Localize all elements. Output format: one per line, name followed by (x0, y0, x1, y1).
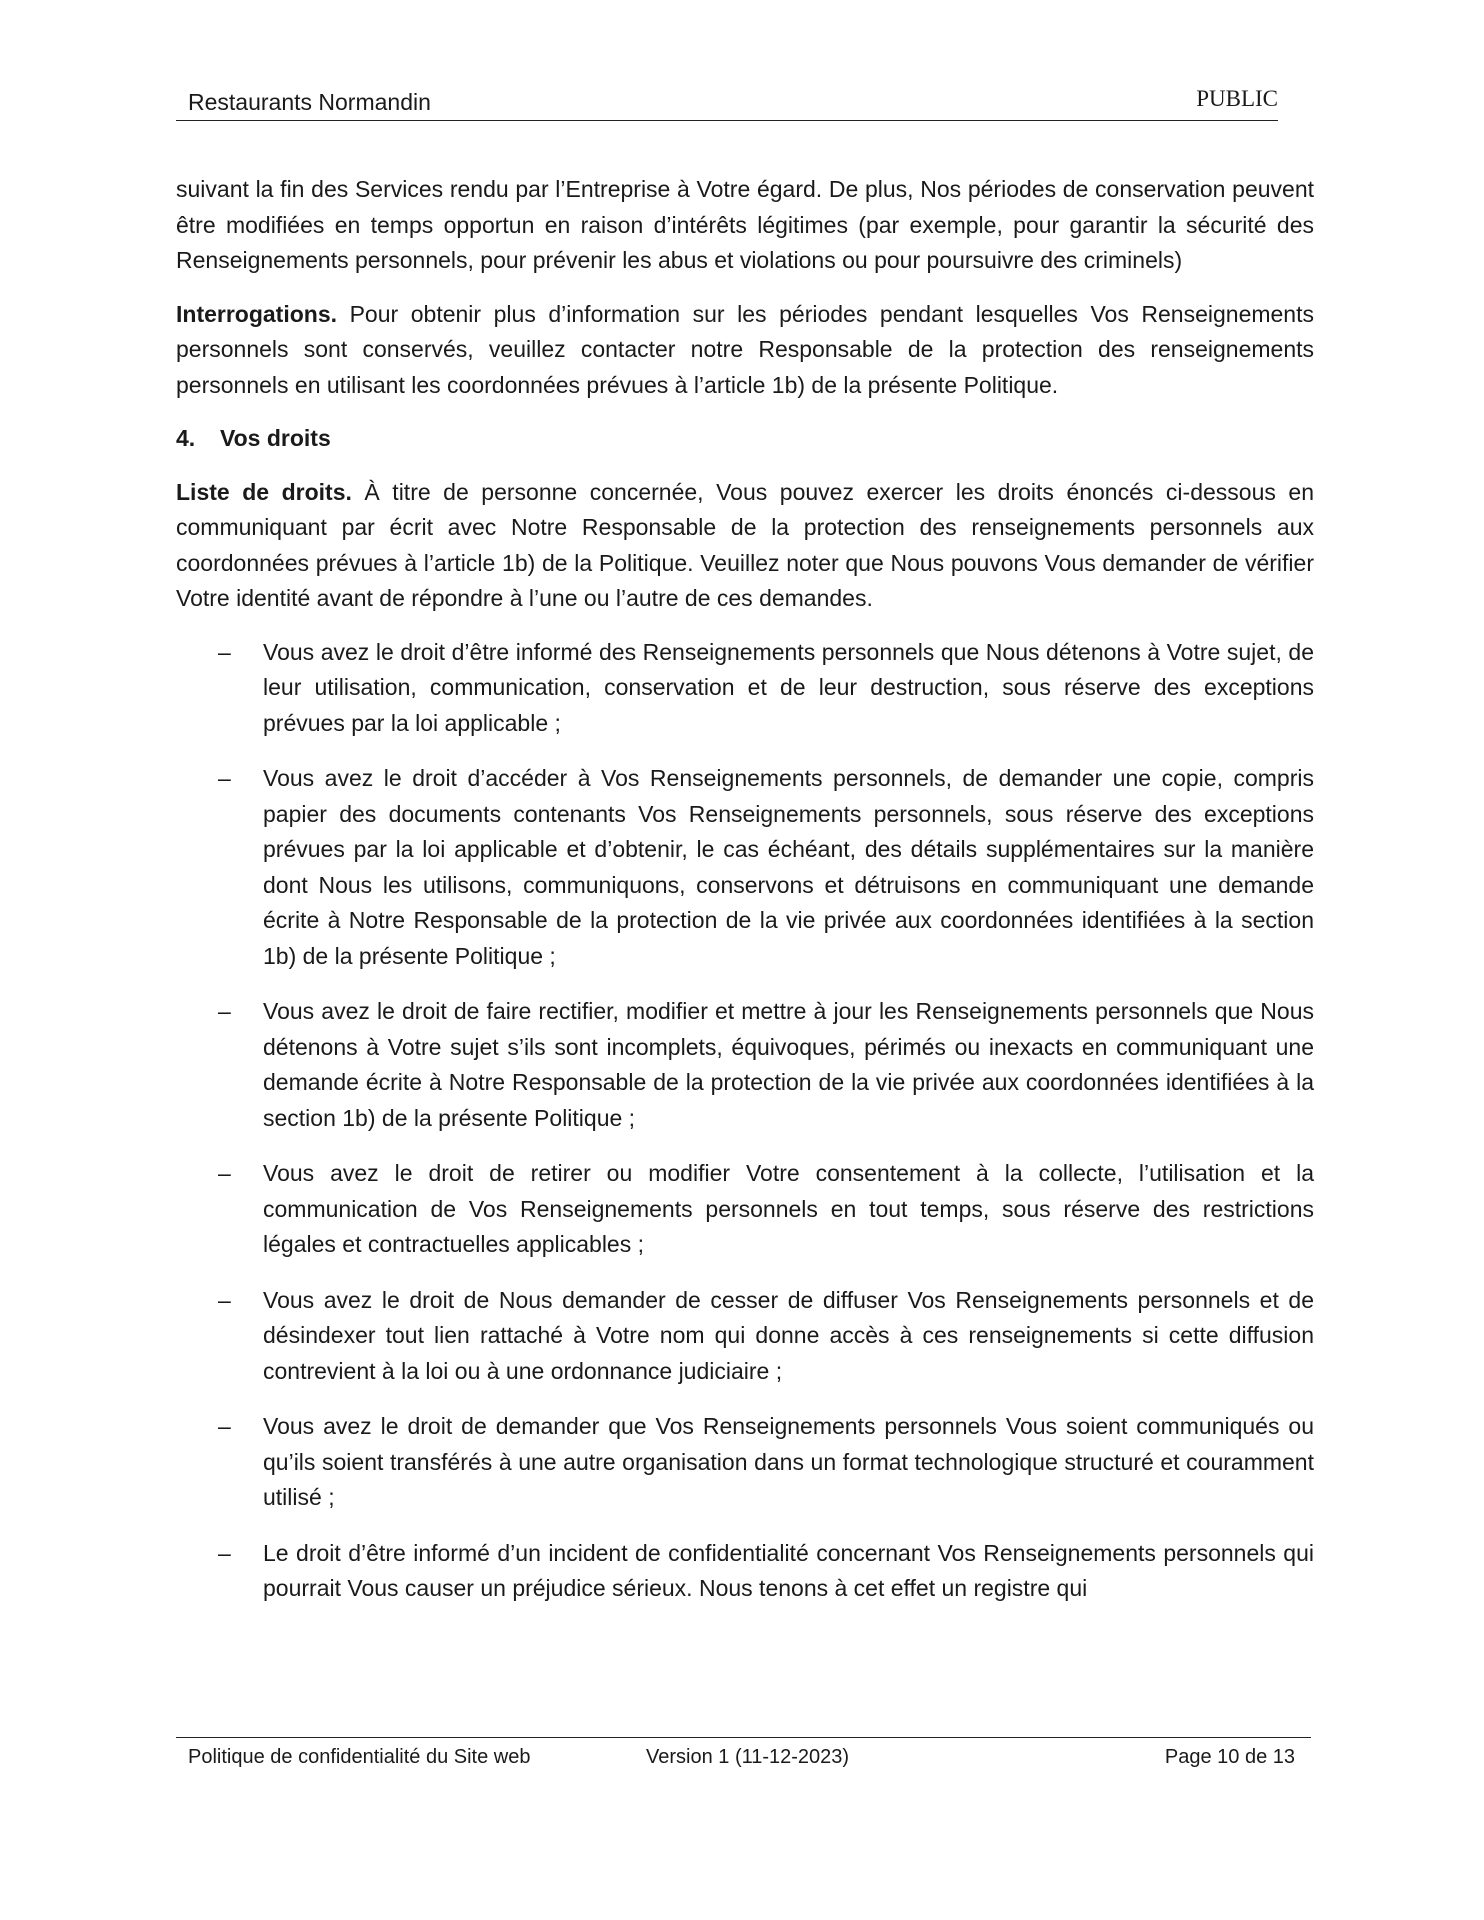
continued-paragraph: suivant la fin des Services rendu par l’Entreprise à Votre égard. De plus, Nos périodes de conservation peuvent être modifiées en temps opportun en raison d’intérêts légitimes (par exemple, pour garantir la sécurité des Renseignements personnels, pour prévenir les abus et violations ou pour poursuivre des criminels) (176, 176, 1314, 273)
list-item (176, 1283, 1314, 1390)
list-item (176, 994, 1314, 1136)
bullet-dash: – (218, 638, 231, 665)
bullet-dash: – (218, 765, 231, 791)
list-item-text: Le droit d’être informé d’un incident de confidentialité concernant Vos Renseignements personnels qui pourrait Vous causer un préjudice sérieux. Nous tenons à cet effet un registre qui (263, 1539, 1314, 1601)
list-item (176, 1409, 1314, 1516)
rights-list (176, 635, 1314, 1607)
header-classification: PUBLIC (1196, 86, 1278, 111)
rights-intro-lead: Liste de droits. (176, 478, 352, 505)
list-item-text: Vous avez le droit de Nous demander de cesser de diffuser Vos Renseignements personnels et de désindexer tout lien rattaché à Votre nom qui donne accès à ces renseignements si cette diffusion contrevient à la loi ou à une ordonnance judiciaire ; (263, 1286, 1314, 1384)
list-item (176, 635, 1314, 742)
bullet-dash: – (218, 998, 231, 1024)
list-item-text: Vous avez le droit de faire rectifier, modifier et mettre à jour les Renseignements personnels que Nous détenons à Votre sujet s’ils sont incomplets, équivoques, périmés ou inexacts en communiquant une demande écrite à Notre Responsable de la protection de la vie privée aux coordonnées identifiées à la section 1b) de la présente Politique ; (263, 998, 1314, 1131)
bullet-dash: – (218, 1413, 231, 1439)
list-item (176, 761, 1314, 974)
rights-intro-text: À titre de personne concernée, Vous pouvez exercer les droits énoncés ci-dessous en communiquant par écrit avec Notre Responsable de la protection des renseignements personnels aux coordonnées prévues à l’article 1b) de la Politique. Veuillez noter que Nous pouvons Vous demander de vérifier Votre identité avant de répondre à l’une ou l’autre de ces demandes. (176, 478, 1314, 611)
footer-version: Version 1 (11-12-2023) (646, 1746, 850, 1768)
list-item-text: Vous avez le droit de retirer ou modifier Votre consentement à la collecte, l’utilisation et la communication de Vos Renseignements personnels en tout temps, sous réserve des restrictions légales et contractuelles applicables ; (263, 1160, 1314, 1257)
bullet-dash: – (218, 1539, 231, 1566)
list-item (176, 1156, 1314, 1263)
footer-document-name: Politique de confidentialité du Site web (188, 1746, 531, 1768)
list-item-text: Vous avez le droit d’accéder à Vos Renseignements personnels, de demander une copie, compris papier des documents contenants Vos Renseignements personnels, sous réserve des exceptions prévues par la loi applicable et d’obtenir, le cas échéant, des détails supplémentaires sur la manière dont Nous les utilisons, communiquons, conservons et détruisons en communiquant une demande écrite à Notre Responsable de la protection de la vie privée aux coordonnées identifiées à la section 1b) de la présente Politique ; (263, 765, 1314, 969)
bullet-dash: – (218, 1286, 231, 1313)
footer-page-number: Page 10 de 13 (1164, 1746, 1295, 1768)
header-organization: Restaurants Normandin (188, 89, 431, 115)
list-item (176, 1536, 1314, 1607)
section-number: 4. (176, 425, 196, 451)
interrogations-text: Pour obtenir plus d’information sur les périodes pendant lesquelles Vos Renseignements personnels sont conservés, veuillez contacter notre Responsable de la protection des renseignements personnels en utilisant les coordonnées prévues à l’article 1b) de la présente Politique. (176, 300, 1314, 398)
interrogations-lead: Interrogations. (176, 300, 338, 327)
section-title: Vos droits (220, 425, 331, 451)
section-heading (176, 421, 1314, 457)
bullet-dash: – (218, 1160, 231, 1186)
list-item-text: Vous avez le droit de demander que Vos Renseignements personnels Vous soient communiqués ou qu’ils soient transférés à une autre organisation dans un format technologique structuré et couramment utilisé ; (263, 1413, 1314, 1510)
list-item-text: Vous avez le droit d’être informé des Renseignements personnels que Nous détenons à Votre sujet, de leur utilisation, communication, conservation et de leur destruction, sous réserve des exceptions prévues par la loi applicable ; (263, 638, 1314, 736)
rights-intro-paragraph (176, 475, 1314, 617)
page-footer (176, 1737, 1311, 1774)
page-header (176, 86, 1278, 121)
document-body (176, 172, 1314, 1627)
interrogations-paragraph (176, 297, 1314, 404)
